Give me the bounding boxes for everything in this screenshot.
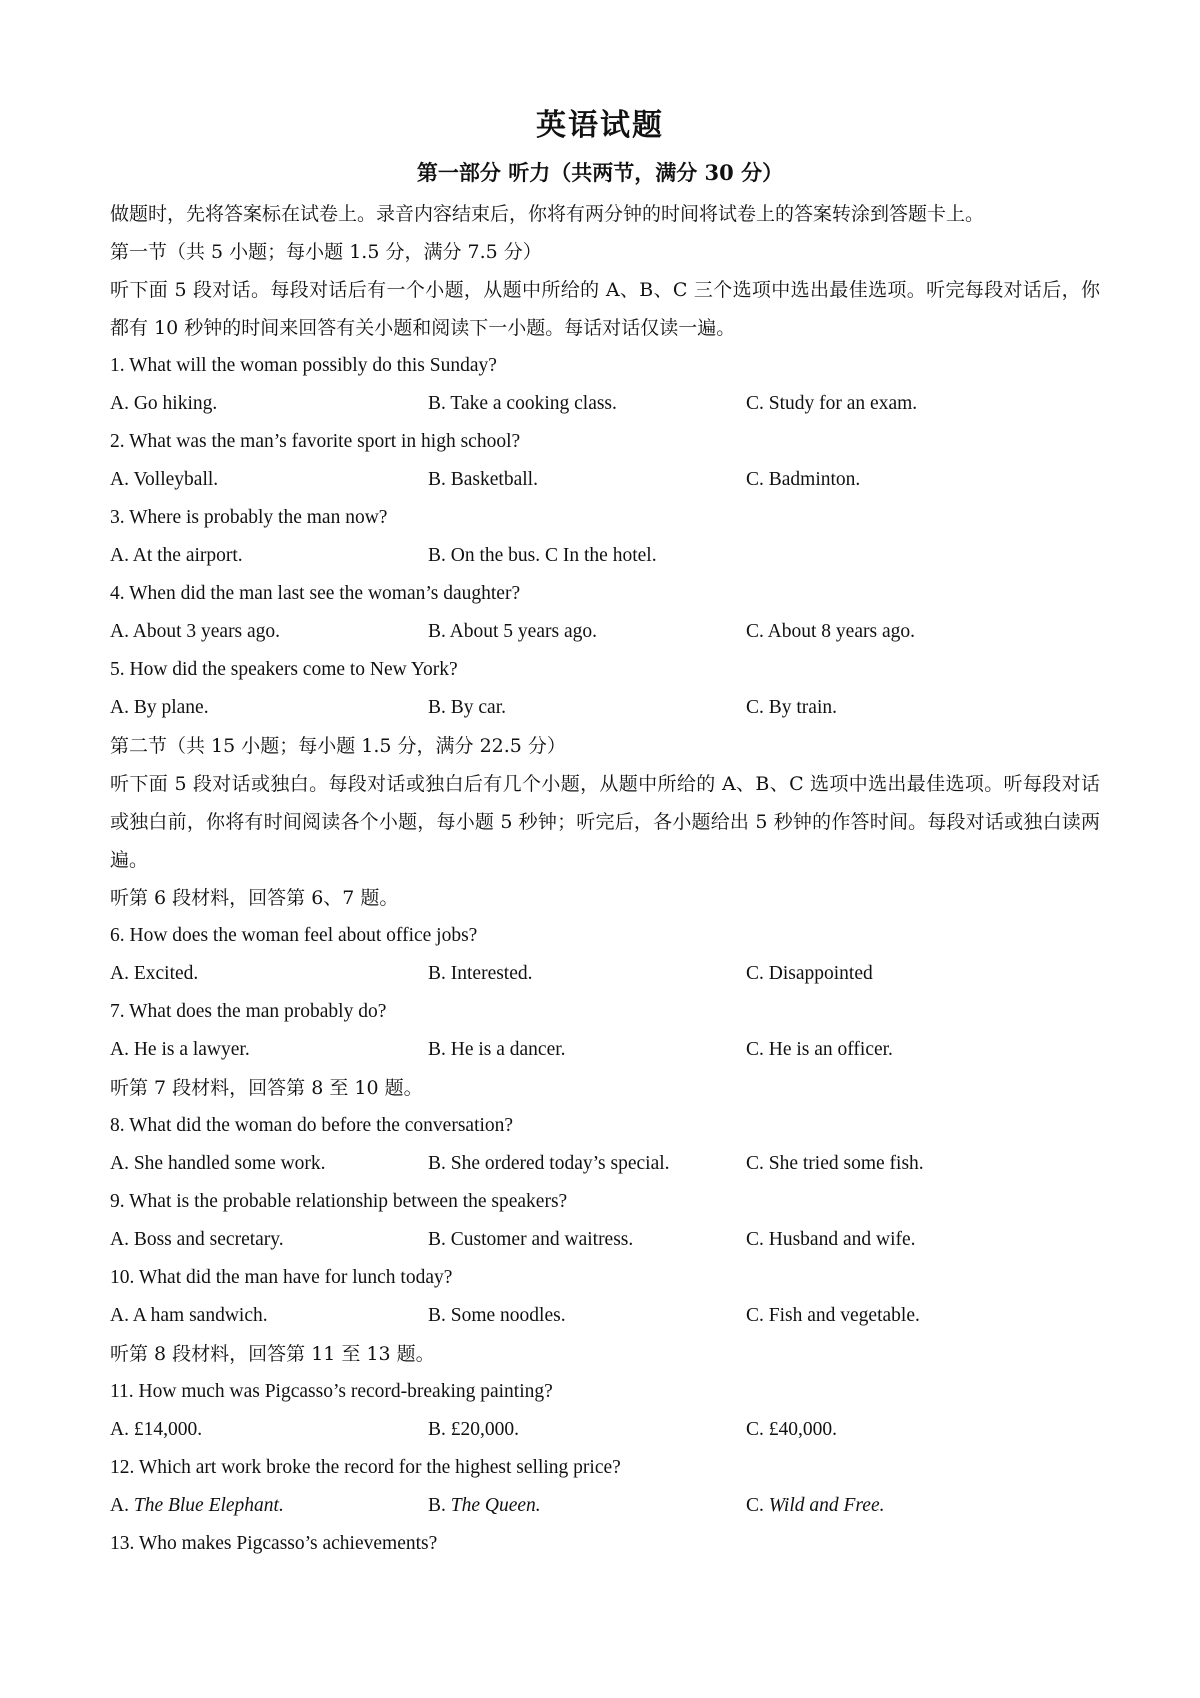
option-b-c: B. On the bus. C In the hotel. (428, 545, 657, 566)
option-a (110, 1487, 428, 1525)
intro-text: 做题时，先将答案标在试卷上。录音内容结束后，你将有两分钟的时间将试卷上的答案转涂到答题卡上。 (110, 203, 985, 225)
option-b: B. By car. (428, 697, 506, 718)
question-options (110, 1487, 1100, 1525)
option-c: C. Badminton. (746, 469, 861, 490)
question-options (110, 385, 1100, 423)
section2-heading: 第二节（共 15 小题；每小题 1.5 分，满分 22.5 分） (110, 735, 566, 757)
option-c: C. Husband and wife. (746, 1229, 916, 1250)
question-options (110, 1297, 1100, 1335)
part1-title: 第一部分 听力（共两节，满分 30 分） (416, 160, 784, 185)
question-stem: 1. What will the woman possibly do this Sunday? (110, 355, 497, 376)
option-artwork-title: The Blue Elephant. (133, 1495, 284, 1516)
question-stem: 13. Who makes Pigcasso’s achievements? (110, 1533, 438, 1554)
option-b: B. Take a cooking class. (428, 393, 617, 414)
section1-instructions: 听下面 5 段对话。每段对话后有一个小题，从题中所给的 A、B、C 三个选项中选出最佳选项。听完每段对话后，你都有 10 秒钟的时间来回答有关小题和阅读下一小题。每话对话仅读一遍。 (110, 279, 1100, 339)
option-b: B. Interested. (428, 963, 533, 984)
option-artwork-title: The Queen. (450, 1495, 541, 1516)
material-7-heading: 听第 7 段材料，回答第 8 至 10 题。 (110, 1077, 423, 1099)
option-letter: A. (110, 1495, 134, 1516)
question-stem: 10. What did the man have for lunch today? (110, 1267, 453, 1288)
question-stem: 8. What did the woman do before the conversation? (110, 1115, 514, 1136)
question-stem: 12. Which art work broke the record for the highest selling price? (110, 1457, 621, 1478)
question-stem: 5. How did the speakers come to New York? (110, 659, 458, 680)
question-options (110, 537, 1100, 575)
option-b: B. About 5 years ago. (428, 621, 597, 642)
question-stem: 3. Where is probably the man now? (110, 507, 388, 528)
option-c: C. £40,000. (746, 1419, 838, 1440)
material-6-heading: 听第 6 段材料，回答第 6、7 题。 (110, 887, 399, 909)
option-a: A. Boss and secretary. (110, 1229, 284, 1250)
option-artwork-title: Wild and Free. (768, 1495, 885, 1516)
exam-title: 英语试题 (536, 108, 664, 143)
question-options (110, 1031, 1100, 1069)
option-c: C. Fish and vegetable. (746, 1305, 920, 1326)
question-stem: 11. How much was Pigcasso’s record-breaking painting? (110, 1381, 553, 1402)
option-a: A. She handled some work. (110, 1153, 326, 1174)
option-c: C. About 8 years ago. (746, 621, 915, 642)
section1-heading: 第一节（共 5 小题；每小题 1.5 分，满分 7.5 分） (110, 241, 542, 263)
question-options (110, 689, 1100, 727)
option-c: C. Study for an exam. (746, 393, 918, 414)
question-stem: 4. When did the man last see the woman’s daughter? (110, 583, 521, 604)
exam-content (110, 195, 1100, 1563)
question-options (110, 1145, 1100, 1183)
question-stem: 9. What is the probable relationship between the speakers? (110, 1191, 568, 1212)
option-letter: C. (746, 1495, 769, 1516)
question-stem: 6. How does the woman feel about office jobs? (110, 925, 478, 946)
option-b: B. Basketball. (428, 469, 538, 490)
option-c: C. By train. (746, 697, 837, 718)
question-options (110, 955, 1100, 993)
section2-instructions: 听下面 5 段对话或独白。每段对话或独白后有几个小题，从题中所给的 A、B、C 选项中选出最佳选项。听每段对话或独白前，你将有时间阅读各个小题，每小题 5 秒钟；听完后，各小题给出 5 秒钟的作答时间。每段对话或独白读两遍。 (110, 773, 1100, 871)
option-c: C. He is an officer. (746, 1039, 893, 1060)
option-a: A. He is a lawyer. (110, 1039, 250, 1060)
option-a: A. £14,000. (110, 1419, 203, 1440)
option-a: A. At the airport. (110, 545, 243, 566)
option-c: C. Disappointed (746, 963, 873, 984)
option-a: A. Go hiking. (110, 393, 218, 414)
option-a: A. Excited. (110, 963, 199, 984)
option-b: B. £20,000. (428, 1419, 520, 1440)
question-stem: 7. What does the man probably do? (110, 1001, 387, 1022)
question-options (110, 461, 1100, 499)
option-b: B. Customer and waitress. (428, 1229, 634, 1250)
option-letter: B. (428, 1495, 451, 1516)
material-8-heading: 听第 8 段材料，回答第 11 至 13 题。 (110, 1343, 435, 1365)
option-a: A. By plane. (110, 697, 209, 718)
option-b: B. Some noodles. (428, 1305, 566, 1326)
option-a: A. Volleyball. (110, 469, 219, 490)
option-a: A. A ham sandwich. (110, 1305, 268, 1326)
question-options (110, 613, 1100, 651)
question-options (110, 1221, 1100, 1259)
option-c: C. She tried some fish. (746, 1153, 924, 1174)
option-c (746, 1487, 1100, 1525)
question-options (110, 1411, 1100, 1449)
option-b: B. She ordered today’s special. (428, 1153, 670, 1174)
option-b: B. He is a dancer. (428, 1039, 566, 1060)
option-b (428, 1487, 746, 1525)
option-a: A. About 3 years ago. (110, 621, 281, 642)
question-stem: 2. What was the man’s favorite sport in high school? (110, 431, 521, 452)
